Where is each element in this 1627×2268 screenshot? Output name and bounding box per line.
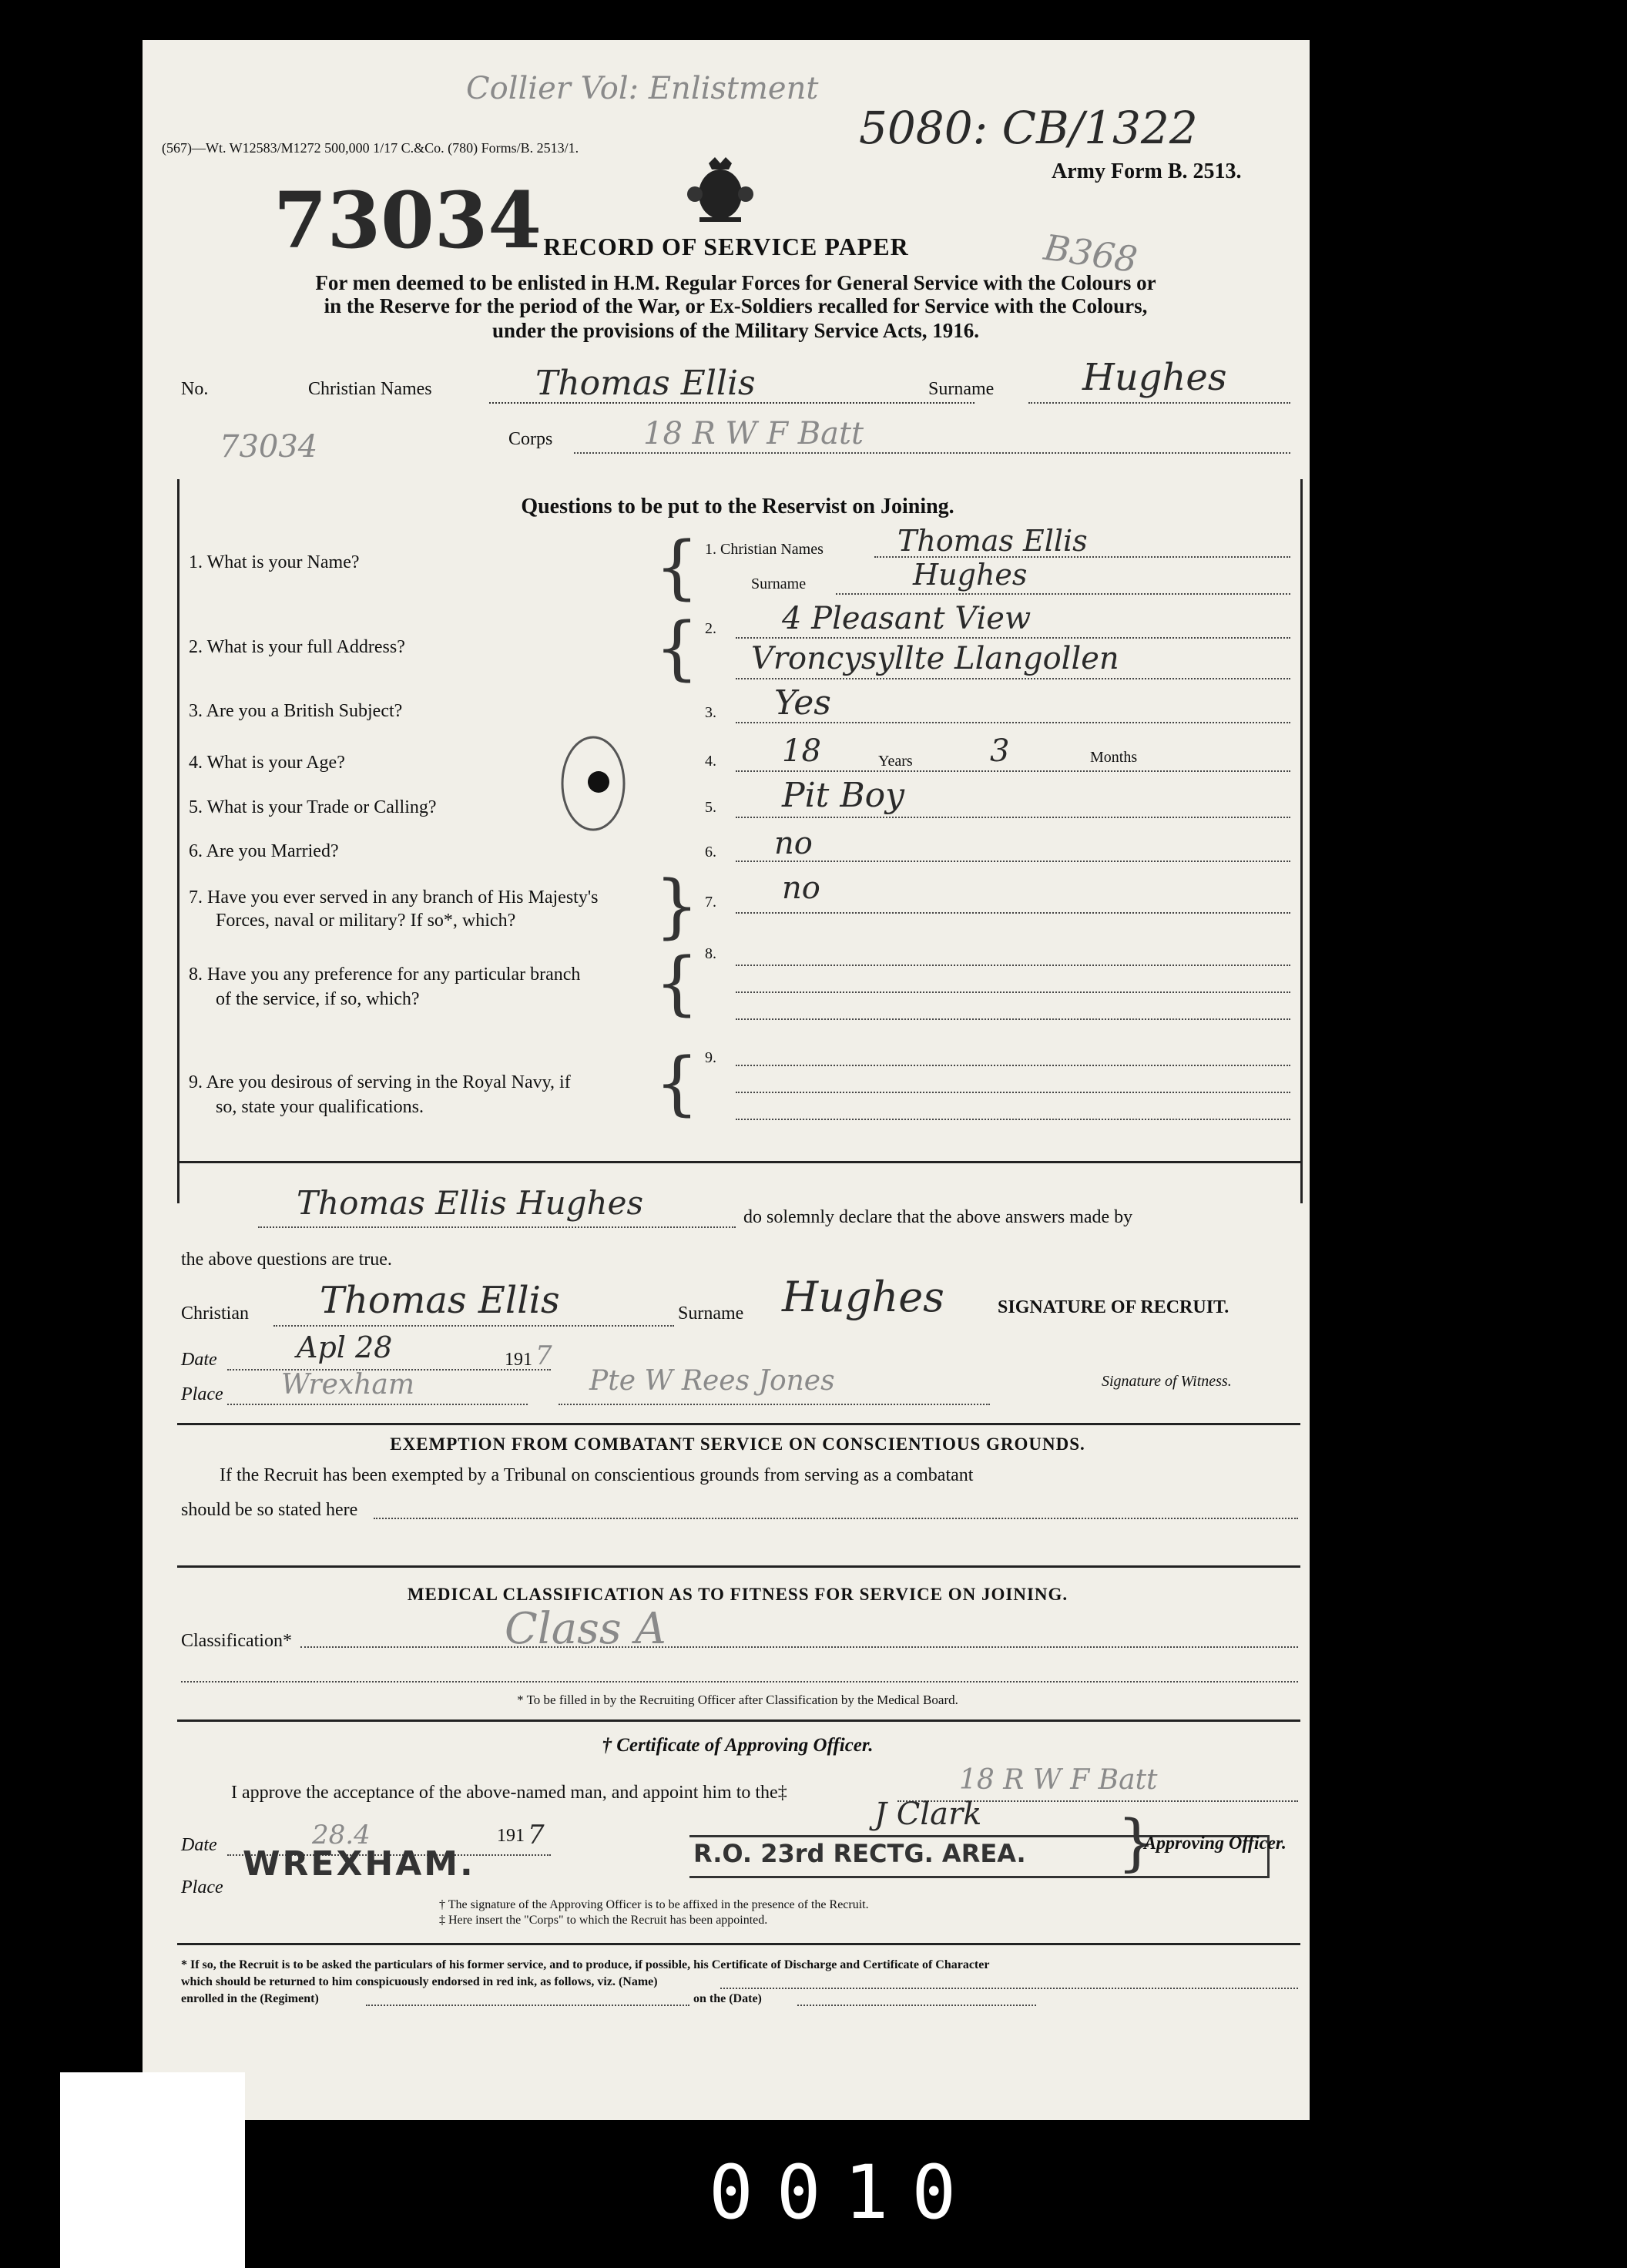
- certificate-heading: † Certificate of Approving Officer.: [602, 1735, 874, 1756]
- answer-9-label: 9.: [705, 1049, 716, 1066]
- question-4: 4. What is your Age?: [189, 753, 345, 773]
- declaration-christian-label: Christian: [181, 1303, 249, 1324]
- film-leader-block: [60, 2072, 245, 2268]
- answer-1-label: 1. Christian Names: [705, 541, 824, 558]
- certificate-place-label: Place: [181, 1877, 223, 1897]
- witness-signature: Pte W Rees Jones: [589, 1365, 835, 1397]
- print-code: (567)—Wt. W12583/M1272 500,000 1/17 C.&Co. (780) Forms/B. 2513/1.: [162, 140, 579, 156]
- certificate-note-2: ‡ Here insert the "Corps" to which the Recruit has been appointed.: [439, 1914, 768, 1927]
- ref-handwritten-2: B368: [1041, 226, 1140, 281]
- declaration-surname-value: Hughes: [782, 1273, 944, 1321]
- medical-footnote: * To be filled in by the Recruiting Officer after Classification by the Medical Board.: [517, 1693, 958, 1707]
- no-label: No.: [181, 379, 209, 399]
- months-label: Months: [1090, 749, 1138, 766]
- question-8-line-2: of the service, if so, which?: [216, 989, 420, 1009]
- declaration-year-print: 191: [505, 1350, 532, 1370]
- witness-label: Signature of Witness.: [1102, 1373, 1232, 1390]
- intro-line-3: under the provisions of the Military Service Acts, 1916.: [492, 319, 979, 342]
- footnote-line-2: which should be returned to him conspicuously endorsed in red ink, as follows, viz. (Name): [181, 1975, 658, 1988]
- top-annotation: Collier Vol: Enlistment: [466, 71, 819, 106]
- classification-label: Classification*: [181, 1631, 292, 1651]
- answer-7-label: 7.: [705, 894, 716, 911]
- form-name: Army Form B. 2513.: [1052, 159, 1242, 183]
- questions-heading: Questions to be put to the Reservist on Joining.: [521, 495, 954, 518]
- no-value: 73034: [220, 429, 318, 465]
- question-7: 7. Have you ever served in any branch of His Majesty's: [189, 887, 599, 908]
- answer-6-value: no: [774, 826, 813, 861]
- answer-1-surname-label: Surname: [751, 575, 807, 592]
- question-1: 1. What is your Name?: [189, 552, 360, 572]
- answer-2-label: 2.: [705, 620, 716, 637]
- declaration-date-value: Apl 28: [297, 1330, 393, 1364]
- corps-value: 18 R W F Batt: [643, 416, 864, 451]
- signature-of-recruit-label: SIGNATURE OF RECRUIT.: [998, 1297, 1229, 1317]
- declaration-text-2: the above questions are true.: [181, 1250, 392, 1270]
- answer-6-label: 6.: [705, 844, 716, 861]
- years-label: Years: [878, 753, 913, 770]
- certificate-year-print: 191: [497, 1826, 525, 1846]
- question-6: 6. Are you Married?: [189, 841, 339, 861]
- medical-heading: MEDICAL CLASSIFICATION AS TO FITNESS FOR SERVICE ON JOINING.: [407, 1585, 1068, 1604]
- certificate-date-value: 28.4: [312, 1820, 371, 1850]
- royal-crest-icon: [686, 156, 755, 225]
- certificate-appoint-value: 18 R W F Batt: [959, 1764, 1158, 1796]
- classification-value: Class A: [505, 1604, 666, 1654]
- christian-names-value: Thomas Ellis: [535, 364, 756, 403]
- ro-stamp: R.O. 23rd RECTG. AREA.: [693, 1839, 1026, 1868]
- declaration-year-hand: 7: [535, 1340, 552, 1371]
- answer-5-label: 5.: [705, 799, 716, 816]
- declaration-surname-label: Surname: [678, 1303, 744, 1324]
- declaration-christian-value: Thomas Ellis: [320, 1279, 560, 1322]
- place-stamp: WREXHAM.: [243, 1844, 475, 1884]
- question-7-line-2: Forces, naval or military? If so*, which?: [216, 911, 516, 931]
- footnote-line-1: * If so, the Recruit is to be asked the particulars of his former service, and to produce, if possible, his Certificate of Discharge and Certificate of Character: [181, 1958, 990, 1971]
- stamp-number: 73034: [273, 175, 542, 266]
- exemption-text-2: should be so stated here: [181, 1500, 358, 1520]
- answer-5-value: Pit Boy: [782, 776, 905, 815]
- answer-3-value: Yes: [774, 683, 831, 723]
- certificate-year-hand: 7: [528, 1820, 545, 1850]
- certificate-text: I approve the acceptance of the above-named man, and appoint him to the‡: [231, 1783, 787, 1803]
- question-9: 9. Are you desirous of serving in the Royal Navy, if: [189, 1072, 571, 1092]
- answer-2-line-1: 4 Pleasant View: [782, 601, 1032, 636]
- ref-handwritten: 5080: CB/1322: [859, 102, 1198, 154]
- page-title: RECORD OF SERVICE PAPER: [543, 233, 909, 260]
- question-5: 5. What is your Trade or Calling?: [189, 797, 437, 817]
- corps-label: Corps: [508, 429, 553, 449]
- punch-hole: [551, 730, 636, 837]
- answer-3-label: 3.: [705, 704, 716, 721]
- answer-4-months-value: 3: [990, 733, 1010, 769]
- answer-7-value: no: [782, 871, 820, 906]
- answer-1-surname-value: Hughes: [913, 558, 1028, 592]
- answer-8-label: 8.: [705, 945, 716, 962]
- film-frame-number: 0010: [709, 2149, 980, 2236]
- question-9-line-2: so, state your qualifications.: [216, 1097, 424, 1117]
- answer-4-years-value: 18: [782, 733, 821, 769]
- declaration-place-value: Wrexham: [281, 1369, 414, 1401]
- service-record-paper: Collier Vol: Enlistment (567)—Wt. W12583/M1272 500,000 1/17 C.&Co. (780) Forms/B. 2513/1. 73034 5080: CB/1322 B368 Army Form B. 2513. RECORD OF SERVICE PAPER For men deemed to be enlisted in H.M. Regular Forces for General Service with the Colours or in the Reserve for the period of the War, or Ex-Soldiers recalled for Service with the Colours, under the provisions of the Military Service Acts, 1916. No. 73034 Christian Names Thomas Ellis Surname Hughes Corps 18 R W F Batt Questions to be put to the Reservist on Joining. 1. What is your Name? { 1. Christian Names Thomas Ellis Surname Hughes 2. What is your full Address? { 2. 4 Pleasant View Vroncysyllte Llangollen 3. Are you a British Subject? 3. Yes 4. What is your Age? 4. 18 Years 3 Months 5. What is your Trade or Calling? 5. Pit Boy 6. Are you Married? 6. no 7. Have you ever served in any branch of His Majesty's Forces, naval or military? If so*, which? } 7. no 8. Have you any preference for any particular branch of the service, if so, which? { 8. 9. Are you desirous of serving in the Royal Navy, if so, state your qualifications. { 9. Thomas Ellis Hughes do solemnly declare that the above answers made by the above questions are true. Christian Thomas Ellis Surname Hughes SIGNATURE OF RECRUIT. Date Apl 28 191 7 Place Wrexham Pte W Rees Jones Signature of Witness. EXEMPTION FROM COMBATANT SERVICE ON CONSCIENTIOUS GROUNDS. If the Recruit has been exempted by a Tribunal on conscientious grounds from serving as a combatant should be so stated here MEDICAL CLASSIFICATION AS TO FITNESS FOR SERVICE ON JOINING. Classification* Class A * To be filled in by the Recruiting Officer after Classification by the Medical Board. † Certificate of Approving Officer. I approve the acceptance of the above-named man, and appoint him to the‡ 18 R W F Batt J Clark Date 28.4 191 7 Place WREXHAM. R.O. 23rd RECTG. AREA. } Approving Officer. † The signature of the Approving Officer is to be affixed in the presence of the Recruit. ‡ Here insert the "Corps" to which the Recruit has been appointed. * If so, the Recruit is to be asked the particulars of his former service, and to produce, if possible, his Certificate of Discharge and Certificate of Character which should be returned to him conspicuously endorsed in red ink, as follows, viz. (Name) enrolled in the (Regiment) on the (Date): [143, 40, 1310, 2120]
- declaration-date-label: Date: [181, 1350, 217, 1370]
- question-3: 3. Are you a British Subject?: [189, 701, 403, 721]
- approving-officer-label: Approving Officer.: [1144, 1834, 1287, 1854]
- certificate-date-label: Date: [181, 1835, 217, 1855]
- answer-4-label: 4.: [705, 753, 716, 770]
- intro-line-1: For men deemed to be enlisted in H.M. Regular Forces for General Service with the Colours or: [315, 271, 1156, 294]
- certificate-note-1: † The signature of the Approving Officer is to be affixed in the presence of the Recruit.: [439, 1898, 869, 1911]
- question-8: 8. Have you any preference for any particular branch: [189, 965, 581, 985]
- exemption-heading: EXEMPTION FROM COMBATANT SERVICE ON CONSCIENTIOUS GROUNDS.: [390, 1434, 1085, 1454]
- declaration-name: Thomas Ellis Hughes: [297, 1184, 644, 1222]
- question-2: 2. What is your full Address?: [189, 637, 405, 657]
- christian-names-label: Christian Names: [308, 379, 432, 399]
- declaration-place-label: Place: [181, 1384, 223, 1404]
- approving-officer-signature: J Clark: [874, 1797, 982, 1832]
- footnote-line-3: enrolled in the (Regiment): [181, 1992, 319, 2005]
- exemption-text-1: If the Recruit has been exempted by a Tribunal on conscientious grounds from serving as a combatant: [220, 1465, 974, 1485]
- footnote-line-3b: on the (Date): [693, 1992, 762, 2005]
- answer-1-christian-value: Thomas Ellis: [897, 524, 1088, 558]
- surname-label: Surname: [928, 379, 995, 399]
- intro-line-2: in the Reserve for the period of the War, or Ex-Soldiers recalled for Service with the Colours,: [324, 294, 1148, 317]
- declaration-text-1: do solemnly declare that the above answers made by: [743, 1207, 1133, 1227]
- answer-2-line-2: Vroncysyllte Llangollen: [751, 641, 1119, 676]
- surname-value: Hughes: [1082, 356, 1227, 399]
